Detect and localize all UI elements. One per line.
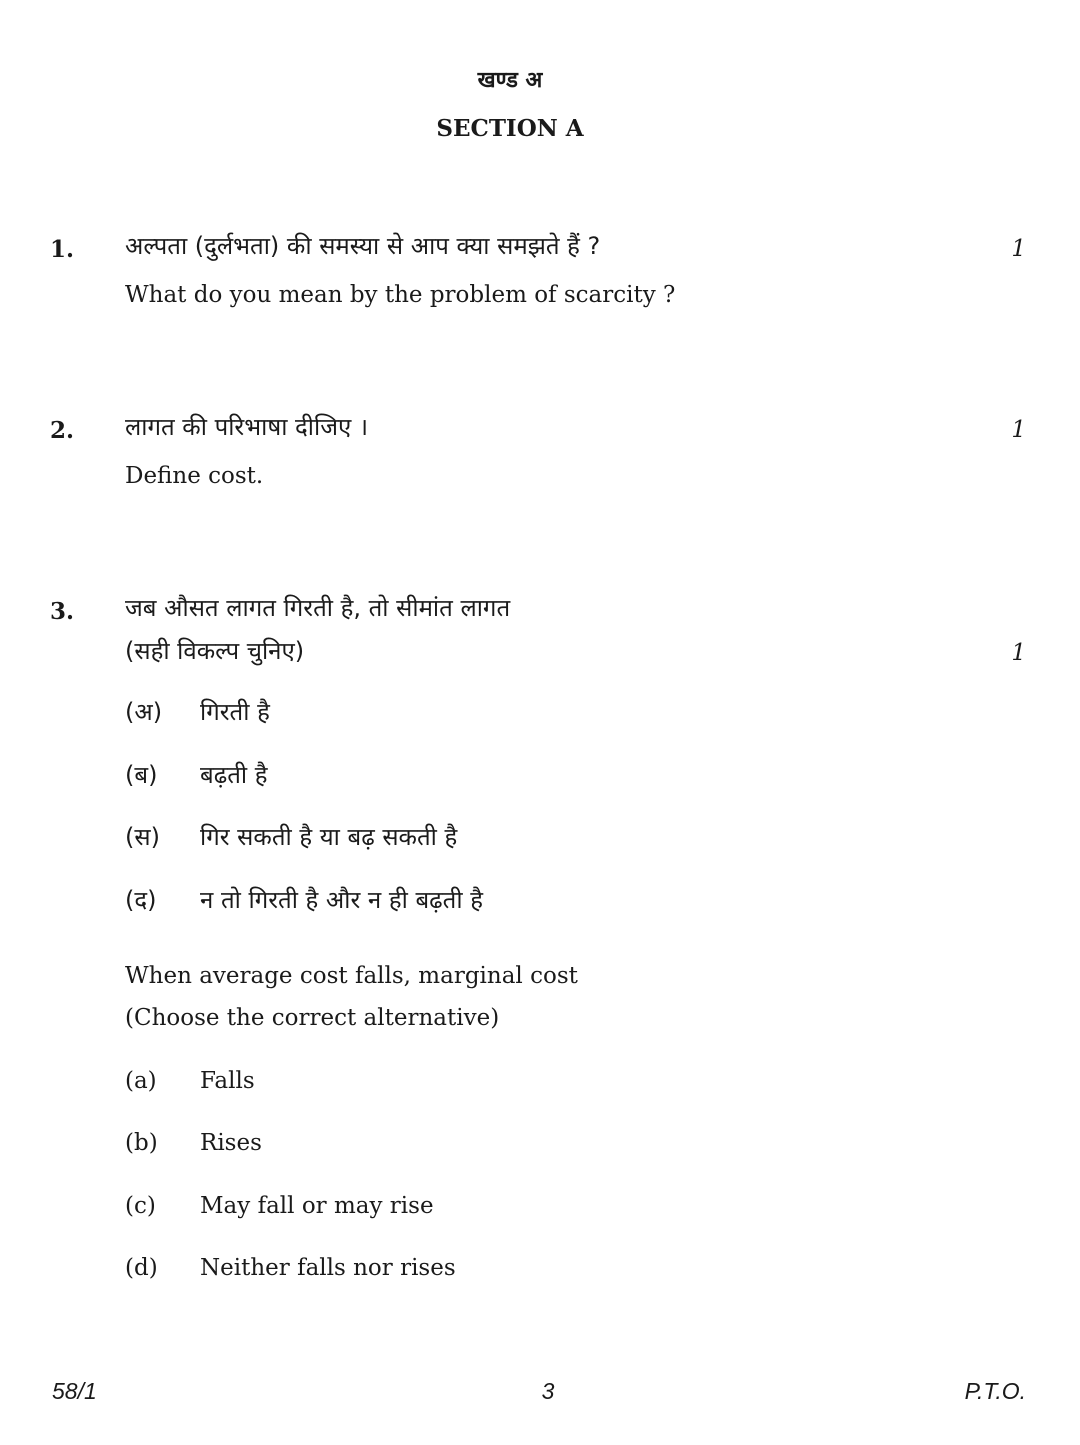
section-title-hindi: खण्ड अ [477, 68, 543, 93]
option-text-hindi-b: बढ़ती है [200, 761, 268, 789]
question-1-hindi: अल्पता (दुर्लभता) की समस्या से आप क्या समझते हैं ? [125, 232, 601, 260]
question-2-number: 2. [50, 417, 75, 444]
option-text-english-a: Falls [200, 1068, 255, 1094]
option-label-english-c: (c) [125, 1193, 156, 1219]
question-3-marks: 1 [1011, 640, 1026, 666]
option-text-hindi-a: गिरती है [200, 698, 270, 726]
option-label-hindi-b: (ब) [125, 761, 158, 789]
option-label-english-b: (b) [125, 1130, 158, 1156]
question-1-marks: 1 [1011, 236, 1026, 262]
option-text-english-b: Rises [200, 1130, 262, 1156]
question-3-number: 3. [50, 598, 75, 625]
option-label-english-a: (a) [125, 1068, 157, 1094]
option-text-english-c: May fall or may rise [200, 1193, 434, 1219]
question-1-english: What do you mean by the problem of scarcity ? [125, 282, 676, 308]
footer-pto: P.T.O. [964, 1378, 1026, 1404]
question-3-english-line2: (Choose the correct alternative) [125, 1005, 500, 1031]
question-3-hindi-line2: (सही विकल्प चुनिए) [125, 637, 305, 665]
question-3-hindi-line1: जब औसत लागत गिरती है, तो सीमांत लागत [125, 594, 511, 622]
option-label-hindi-a: (अ) [125, 698, 163, 726]
question-3-english-line1: When average cost falls, marginal cost [125, 963, 578, 989]
option-text-hindi-d: न तो गिरती है और न ही बढ़ती है [200, 886, 483, 914]
question-2-hindi: लागत की परिभाषा दीजिए । [125, 413, 369, 441]
option-label-hindi-c: (स) [125, 823, 160, 851]
option-label-hindi-d: (द) [125, 886, 157, 914]
footer-page-number: 3 [541, 1378, 555, 1404]
footer-paper-code: 58/1 [52, 1378, 97, 1404]
question-1-number: 1. [50, 236, 75, 263]
option-text-english-d: Neither falls nor rises [200, 1255, 456, 1281]
question-2-english: Define cost. [125, 463, 264, 489]
option-label-english-d: (d) [125, 1255, 158, 1281]
question-2-marks: 1 [1011, 417, 1026, 443]
option-text-hindi-c: गिर सकती है या बढ़ सकती है [200, 823, 458, 851]
section-title-english: SECTION A [436, 115, 584, 142]
